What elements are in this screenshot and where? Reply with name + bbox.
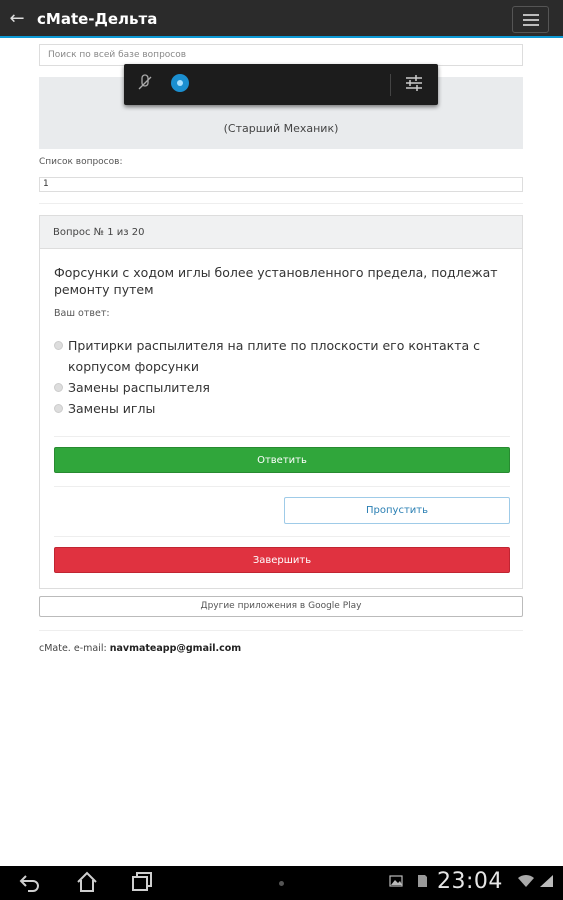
question-card: [39, 215, 523, 589]
answer-button[interactable]: Ответить: [54, 447, 510, 473]
role-label: (Старший Механик): [223, 122, 339, 135]
answer-option-label: Притирки распылителя на плите по плоскости его контакта с корпусом форсунки: [68, 338, 481, 374]
sd-card-icon: [415, 874, 429, 888]
wifi-icon: [518, 874, 532, 888]
menu-icon[interactable]: [512, 6, 549, 33]
answer-option-label: Замены иглы: [68, 401, 156, 416]
app-bar: [0, 0, 563, 38]
divider: [54, 536, 510, 537]
questions-list-select[interactable]: 1: [39, 177, 523, 192]
divider: [54, 436, 510, 437]
footer-email[interactable]: navmateapp@gmail.com: [109, 643, 242, 654]
mic-off-icon[interactable]: [136, 74, 156, 94]
record-dot-icon[interactable]: [171, 74, 189, 92]
nav-center-dot-icon: [279, 881, 284, 886]
question-card-header: [40, 216, 522, 249]
google-play-button[interactable]: Другие приложения в Google Play: [39, 596, 523, 617]
app-title: cMate-Дельта: [37, 10, 158, 28]
system-nav-bar: [0, 866, 563, 900]
questions-list-label: Список вопросов:: [39, 157, 123, 167]
search-input[interactable]: Поиск по всей базе вопросов: [39, 44, 523, 66]
divider: [39, 203, 523, 204]
radio-button[interactable]: [54, 341, 63, 350]
footer: [39, 643, 241, 654]
question-counter: Вопрос № 1 из 20: [53, 227, 145, 238]
radio-button[interactable]: [54, 404, 63, 413]
footer-prefix: cMate. e-mail:: [39, 643, 110, 654]
toolbar-divider: [390, 74, 391, 96]
answer-option[interactable]: [54, 377, 488, 398]
answer-option-label: Замены распылителя: [68, 380, 210, 395]
nav-recents-icon[interactable]: [130, 870, 154, 900]
battery-icon: [540, 874, 554, 888]
answer-option[interactable]: [54, 335, 488, 377]
floating-toolbar: [124, 64, 438, 105]
divider: [39, 630, 523, 631]
gallery-icon: [389, 874, 403, 888]
radio-button[interactable]: [54, 383, 63, 392]
divider: [54, 486, 510, 487]
skip-button[interactable]: Пропустить: [284, 497, 510, 524]
nav-home-icon[interactable]: [75, 870, 99, 900]
answer-option[interactable]: [54, 398, 488, 419]
back-arrow-icon[interactable]: ←: [9, 8, 25, 29]
clock: 23:04: [437, 869, 503, 894]
nav-back-icon[interactable]: [18, 870, 42, 900]
settings-sliders-icon[interactable]: [404, 73, 424, 95]
finish-button[interactable]: Завершить: [54, 547, 510, 573]
your-answer-label: Ваш ответ:: [54, 308, 110, 319]
question-text: Форсунки с ходом иглы более установленного предела, подлежат ремонту путем: [54, 265, 498, 297]
